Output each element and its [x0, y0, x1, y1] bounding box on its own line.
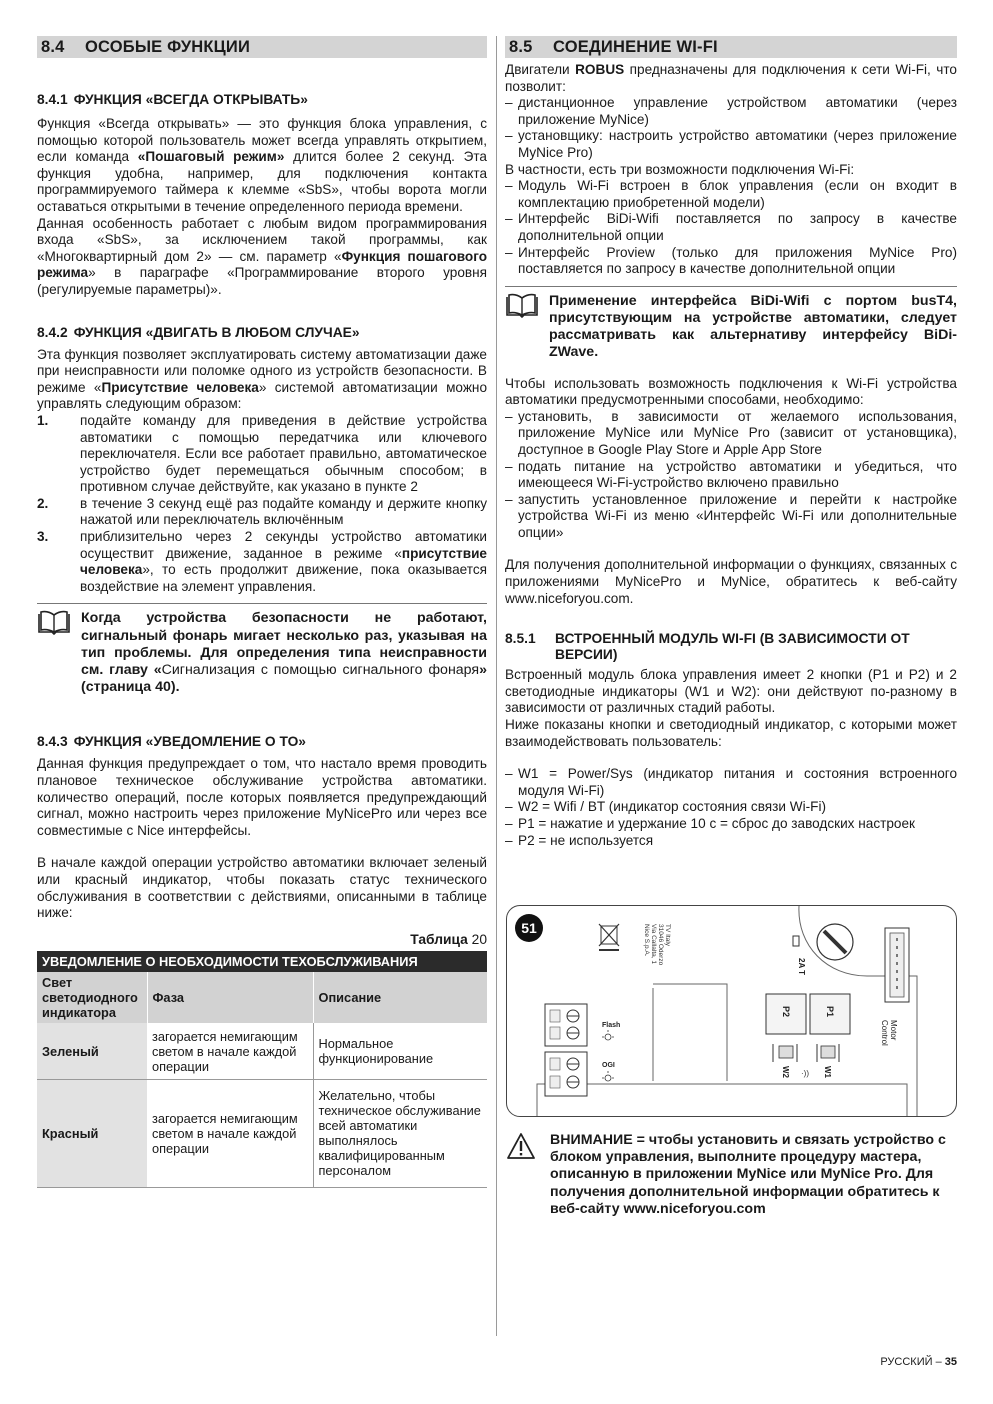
- page-footer: РУССКИЙ – 35: [880, 1356, 957, 1368]
- paragraph: Встроенный модуль блока управления имеет 2 кнопки (P1 и P2) и 2 светодиодные индикаторы (W1 и W2): они действуют по-разному в зависимости от различных стадий работы.: [505, 667, 957, 716]
- paragraph: В частности, есть три возможности подключения Wi-Fi:: [505, 161, 855, 177]
- table-header: Свет светодиодного индикатора: [37, 972, 147, 1023]
- list-item: – W2 = Wifi / BT (индикатор состояния связи Wi-Fi): [505, 799, 826, 815]
- paragraph: Двигатели ROBUS предназначены для подключения к сети Wi-Fi, что позволит:: [505, 62, 957, 94]
- svg-text:Nice S.p.A.: Nice S.p.A.: [643, 924, 650, 957]
- table-title: УВЕДОМЛЕНИЕ О НЕОБХОДИМОСТИ ТЕХОБСЛУЖИВАНИЯ: [37, 951, 487, 972]
- p1-button-label: P1: [825, 1006, 835, 1018]
- table-header: Фаза: [147, 972, 313, 1023]
- list-item: – установщику: настроить устройство автоматики (через приложение MyNice Pro): [505, 128, 957, 160]
- terminal-block-flash: [545, 1004, 587, 1046]
- note-block: [37, 603, 487, 696]
- list-item: 3. приблизительно через 2 секунды устройство автоматики осуществит движение, заданное в режиме «присутствие человека», то есть продолжит движение, пока оказывается воздействие на элемент управления.: [37, 529, 487, 594]
- figure-number: 51: [521, 920, 537, 936]
- svg-text:·)): ·)): [801, 1069, 809, 1078]
- list-item: – дистанционное управление устройством автоматики (через приложение MyNice): [505, 95, 957, 127]
- paragraph: Чтобы использовать возможность подключения к Wi-Fi устройства автоматики предусмотренными способами, необходимо:: [505, 375, 957, 408]
- list-item: – Интерфейс BiDi-Wifi поставляется по запросу в качестве дополнительной опции: [505, 211, 957, 243]
- left-column: [37, 36, 487, 1188]
- svg-text:W2: W2: [781, 1066, 790, 1078]
- heading-8-4-2: 8.4.2 ФУНКЦИЯ «ДВИГАТЬ В ЛЮБОМ СЛУЧАЕ»: [37, 324, 360, 340]
- warning-block: [506, 1132, 957, 1218]
- heading-8-4-3: 8.4.3 ФУНКЦИЯ «УВЕДОМЛЕНИЕ О ТО»: [37, 734, 306, 750]
- warning-icon: [506, 1132, 550, 1218]
- warning-text: ВНИМАНИЕ = чтобы установить и связать устройство с блоком управления, выполните процедуру мастера, описанную в приложении MyNice или MyNice Pro. Для получения дополнительной информации обратитесь к веб-сайту www.niceforyou.com: [550, 1132, 946, 1217]
- note-block: [505, 286, 957, 362]
- list-item: – W1 = Power/Sys (индикатор питания и состояния встроенного модуля Wi-Fi): [505, 766, 957, 798]
- list-item: – P2 = не используется: [505, 832, 654, 848]
- table-caption: Таблица 20: [410, 931, 487, 947]
- weee-bin-icon: [599, 924, 619, 950]
- list-item: 2. в течение 3 секунд ещё раз подайте команду и держите кнопку нажатой или переключатель включённым: [37, 495, 487, 528]
- svg-text:OGI: OGI: [602, 1062, 615, 1069]
- svg-text:W1: W1: [823, 1066, 832, 1078]
- list-item: – Интерфейс Proview (только для приложения MyNice Pro) поставляется по запросу в качестве дополнительной опции: [505, 244, 957, 277]
- table-header: Описание: [313, 972, 487, 1023]
- section-header-8-5: 8.5 СОЕДИНЕНИЕ WI-FI: [505, 36, 957, 58]
- svg-text:Control: Control: [880, 1020, 889, 1046]
- svg-text:31046 Oderzo: 31046 Oderzo: [657, 924, 664, 966]
- svg-text:Via Callalta, 1: Via Callalta, 1: [650, 924, 657, 964]
- list-item: – запустить установленное приложение и перейти к настройке устройства Wi-Fi из меню «Интерфейс Wi-Fi или дополнительные опции»: [505, 491, 957, 540]
- heading-8-5-1: 8.5.1 ВСТРОЕННЫЙ МОДУЛЬ WI-FI (В ЗАВИСИМОСТИ ОТ ВЕРСИИ): [505, 631, 910, 663]
- note-text: Когда устройства безопасности не работают, сигнальный фонарь мигает несколько раз, указывая на тип проблемы. Для определения типа неисправности см. главу «Сигнализация с помощью сигнального фонаря» (страница 40).: [81, 610, 487, 696]
- paragraph: Эта функция позволяет эксплуатировать систему автоматизации даже при неисправности или поломке одного из устройств безопасности. В режиме «Присутствие человека» системой автоматизации можно управлять следующим образом:: [37, 346, 488, 412]
- list-item: 1. подайте команду для приведения в действие устройства автоматики с помощью передатчика или ключевого переключателя. Если все работает правильно, автоматическое устройство будет перемещаться обычным способом; в противном случае действуйте, как указано в пункте 2: [37, 412, 487, 495]
- paragraph: В начале каждой операции устройство автоматики включает зеленый или красный индикатор, чтобы показать статус технического обслуживания в соответствии с действиями, описанными в таблице ниже:: [37, 855, 487, 921]
- paragraph: Для получения дополнительной информации о функциях, связанных с приложениями MyNicePro и MyNice, обратитесь к веб-сайту www.niceforyou.com.: [505, 557, 957, 606]
- svg-text:Flash: Flash: [602, 1022, 621, 1029]
- section-header-8-4: 8.4 ОСОБЫЕ ФУНКЦИИ: [37, 36, 487, 58]
- paragraph: Данная функция предупреждает о том, что настало время проводить плановое техническое обслуживание устройства автоматики. количество операций, после которых появляется предупреждающий сигнал, можно настроить через приложение MyNicePro или через все совместимые с Nice интерфейсы.: [37, 756, 487, 838]
- list-item: – подать питание на устройство автоматики и убедиться, что имеющееся Wi-Fi-устройство включено правильно: [505, 458, 957, 491]
- heading-8-4-1: 8.4.1 ФУНКЦИЯ «ВСЕГДА ОТКРЫВАТЬ»: [37, 92, 308, 107]
- note-text: Применение интерфейса BiDi-Wifi с портом busT4, присутствующим на устройстве автоматики, следует рассматривать как альтернативу интерфейсу BiDi-ZWave.: [549, 292, 957, 361]
- paragraph: Данная особенность работает с любым видом программирования входа «SbS», за исключением такой программы, как «Многоквартирный дом 2» — см. параметр «Функция пошагового режима» в параграфе «Программирование второго уровня (регулируемые параметры)».: [37, 215, 488, 297]
- maintenance-table: [37, 951, 487, 1188]
- svg-text:2A T: 2A T: [797, 958, 806, 976]
- right-column: [505, 36, 957, 849]
- svg-text:TV Italy: TV Italy: [664, 924, 671, 947]
- list-item: – P1 = нажатие и удержание 10 с = сброс до заводских настроек: [505, 816, 915, 831]
- table-row: Зеленый загорается немигающим светом в начале каждой операции Нормальное функционирование: [37, 1023, 487, 1079]
- lamp-icon: [602, 1030, 614, 1081]
- book-icon: [505, 293, 549, 362]
- list-item: – Модуль Wi-Fi встроен в блок управления (если он входит в комплектацию приобретенной модели): [505, 178, 957, 210]
- table-row: Красный загорается немигающим светом в начале каждой операции Желательно, чтобы техническое обслуживание всей автоматики выполнялось квалифицированным персоналом: [37, 1079, 487, 1187]
- book-icon: [37, 610, 81, 696]
- list-item: – установить, в зависимости от желаемого использования, приложение MyNice или MyNice Pro (зависит от установщика), доступное в Google Play Store и Apple App Store: [505, 408, 957, 457]
- column-divider: [496, 36, 497, 1336]
- paragraph: Функция «Всегда открывать» — это функция блока управления, с помощью которой пользователь может всегда управлять открытием, если команда «Пошаговый режим» длится более 2 секунд. Эта функция удобна, например, для подключения контакта программируемого таймера к клемме «SbS», чтобы ворота могли оставаться открытыми в течение определенного периода времени.: [37, 116, 487, 214]
- paragraph: Ниже показаны кнопки и светодиодный индикатор, с которыми может взаимодействовать пользователь:: [505, 717, 957, 749]
- terminal-block-ogi: [545, 1052, 587, 1096]
- p2-button-label: P2: [781, 1006, 791, 1018]
- figure-51: [506, 905, 957, 1117]
- svg-text:Motor: Motor: [889, 1020, 898, 1041]
